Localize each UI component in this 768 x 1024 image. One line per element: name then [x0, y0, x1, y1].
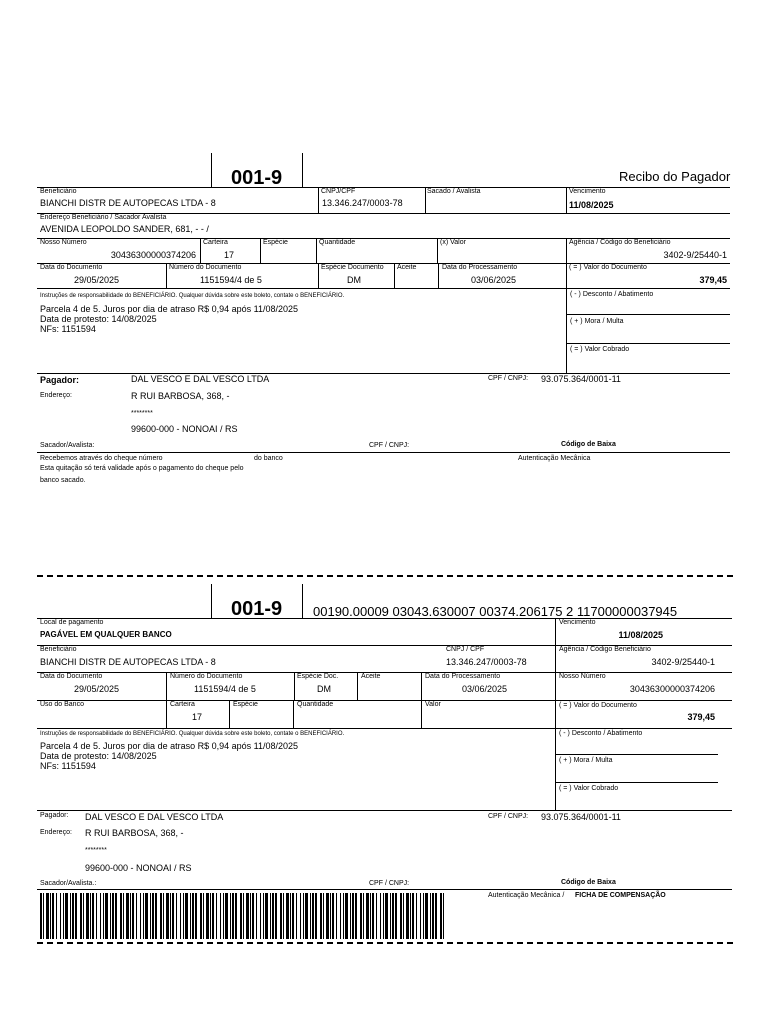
divider: [200, 238, 201, 263]
label: Carteira: [170, 701, 195, 708]
label: Local de pagamento: [40, 619, 104, 626]
label: Beneficiário: [40, 188, 77, 195]
label: ( = ) Valor do Documento: [569, 264, 647, 271]
divider: [229, 700, 230, 728]
divider: [37, 618, 732, 619]
label: banco sacado.: [40, 477, 86, 484]
divider: [566, 263, 567, 373]
divider: [166, 672, 167, 700]
label: Espécie Doc.: [297, 673, 339, 680]
label: Espécie: [263, 239, 288, 246]
divider: [211, 584, 212, 619]
label: Endereço:: [40, 829, 72, 836]
valor-documento-value: 379,45: [699, 275, 727, 285]
divider: [316, 238, 317, 263]
label: Aceite: [361, 673, 381, 680]
instrucoes-label: Instruções de responsabilidade do BENEFICIÁRIO. Qualquer dúvida sobre este boleto, contate o BENEFICIÁRIO.: [40, 293, 345, 299]
divider: [37, 452, 730, 453]
label: Vencimento: [569, 188, 606, 195]
label: Beneficiário: [40, 646, 77, 653]
cnpj-value: 13.346.247/0003-78: [322, 198, 403, 208]
divider: [260, 238, 261, 263]
label: CPF / CNPJ:: [488, 375, 529, 382]
pagador-cidade: 99600-000 - NONOAI / RS: [131, 424, 238, 434]
vencimento-value: 11/08/2025: [569, 200, 614, 210]
label: CNPJ / CPF: [446, 646, 485, 653]
label: Quantidade: [297, 701, 334, 708]
label: Número do Documento: [169, 264, 242, 271]
cut-line: [37, 575, 733, 577]
data-documento-value: 29/05/2025: [74, 275, 120, 285]
divider: [37, 889, 732, 890]
bank-code: 001-9: [231, 167, 283, 189]
label: CPF / CNPJ:: [488, 813, 529, 820]
label: Código de Baixa: [561, 441, 616, 448]
data-processamento-value: 03/06/2025: [462, 684, 508, 694]
pagador-asteriscos: ********: [85, 847, 107, 854]
label: ( + ) Mora / Multa: [559, 757, 613, 764]
especie-doc-value: DM: [317, 684, 331, 694]
bank-code: 001-9: [231, 598, 283, 620]
label: Sacado / Avalista: [427, 188, 481, 195]
local-pagamento-value: PAGÁVEL EM QUALQUER BANCO: [40, 630, 172, 639]
divider: [421, 700, 422, 728]
instrucao-line: Parcela 4 de 5. Juros por dia de atraso R$ 0,94 após 11/08/2025: [40, 741, 299, 751]
label: Data do Documento: [40, 264, 103, 271]
label: Aceite: [397, 264, 417, 271]
label: CPF / CNPJ:: [369, 880, 410, 887]
pagador-cidade: 99600-000 - NONOAI / RS: [85, 863, 192, 873]
divider: [211, 153, 212, 188]
barcode: [40, 893, 448, 939]
label: Uso do Banco: [40, 701, 84, 708]
divider: [37, 672, 732, 673]
label: Agência / Código do Beneficiário: [569, 239, 671, 246]
divider: [566, 314, 730, 315]
label: Esta quitação só terá validade após o pagamento do cheque pelo: [40, 465, 244, 472]
pagador-endereco: R RUI BARBOSA, 368, -: [85, 828, 184, 838]
pagador-label: Pagador:: [40, 375, 80, 385]
label: Agência / Código Beneficiário: [559, 646, 651, 653]
label: Pagador:: [40, 812, 69, 819]
cnpj-value: 13.346.247/0003-78: [446, 657, 527, 667]
divider: [555, 782, 718, 783]
carteira-value: 17: [192, 712, 203, 722]
label: ( = ) Valor Cobrado: [559, 785, 619, 792]
label: (x) Valor: [440, 239, 466, 246]
label: Sacador/Avalista.:: [40, 880, 97, 887]
divider: [302, 584, 303, 619]
label: Nosso Número: [40, 239, 87, 246]
instrucao-line: Data de protesto: 14/08/2025: [40, 314, 157, 324]
instrucoes-label: Instruções de responsabilidade do BENEFICIÁRIO. Qualquer dúvida sobre este boleto, contate o BENEFICIÁRIO.: [40, 731, 345, 737]
label: Sacador/Avalista:: [40, 442, 95, 449]
label: Autenticação Mecânica: [518, 455, 591, 462]
divider: [357, 672, 358, 700]
label: CPF / CNPJ:: [369, 442, 410, 449]
label: do banco: [254, 455, 283, 462]
label: Espécie Documento: [321, 264, 384, 271]
divider: [37, 288, 730, 289]
divider: [166, 700, 167, 728]
label: Carteira: [203, 239, 228, 246]
label: Recebemos através do cheque número: [40, 455, 163, 462]
pagador-cnpj: 93.075.364/0001-11: [541, 812, 621, 822]
numero-documento-value: 1151594/4 de 5: [194, 684, 256, 694]
data-documento-value: 29/05/2025: [74, 684, 120, 694]
label: Valor: [425, 701, 441, 708]
label: Data do Processamento: [425, 673, 501, 680]
label: Número do Documento: [170, 673, 243, 680]
label: Autenticação Mecânica /: [488, 892, 565, 899]
divider: [566, 187, 567, 213]
divider: [37, 700, 732, 701]
divider: [555, 754, 718, 755]
label: Código de Baixa: [561, 879, 616, 886]
linha-digitavel: 00190.00009 03043.630007 00374.206175 2 11700000037945: [313, 604, 678, 619]
label: Endereço:: [40, 392, 72, 399]
label: Quantidade: [319, 239, 356, 246]
divider: [566, 343, 730, 344]
agencia-value: 3402-9/25440-1: [663, 250, 727, 260]
beneficiario-value: BIANCHI DISTR DE AUTOPECAS LTDA - 8: [40, 657, 216, 667]
receipt-title: Recibo do Pagador: [619, 169, 731, 184]
divider: [294, 672, 295, 700]
endereco-value: AVENIDA LEOPOLDO SANDER, 681, - - /: [40, 224, 209, 234]
label: Data do Documento: [40, 673, 103, 680]
instrucao-line: NFs: 1151594: [40, 324, 96, 334]
pagador-asteriscos: ********: [131, 410, 153, 417]
divider: [425, 187, 426, 213]
divider: [394, 263, 395, 288]
pagador-nome: DAL VESCO E DAL VESCO LTDA: [85, 812, 224, 822]
instrucao-line: Parcela 4 de 5. Juros por dia de atraso R$ 0,94 após 11/08/2025: [40, 304, 299, 314]
carteira-value: 17: [224, 250, 235, 260]
label: ( + ) Mora / Multa: [570, 318, 624, 325]
divider: [166, 263, 167, 288]
divider: [37, 810, 732, 811]
cut-line: [37, 942, 733, 944]
numero-documento-value: 1151594/4 de 5: [200, 275, 262, 285]
label: ( = ) Valor do Documento: [559, 702, 637, 709]
agencia-value: 3402-9/25440-1: [651, 657, 715, 667]
label: Nosso Número: [559, 673, 606, 680]
data-processamento-value: 03/06/2025: [471, 275, 517, 285]
divider: [318, 263, 319, 288]
label: CNPJ/CPF: [321, 188, 356, 195]
divider: [302, 153, 303, 188]
label: Endereço Beneficiário / Sacador Avalista: [40, 214, 167, 221]
divider: [421, 672, 422, 700]
label: ( - ) Desconto / Abatimento: [559, 730, 643, 737]
divider: [37, 728, 732, 729]
divider: [37, 187, 730, 188]
divider: [318, 187, 319, 213]
label: Espécie: [233, 701, 258, 708]
divider: [438, 263, 439, 288]
label: Data do Processamento: [442, 264, 518, 271]
vencimento-value: 11/08/2025: [618, 630, 663, 640]
label: Vencimento: [559, 619, 596, 626]
divider: [566, 238, 567, 263]
label: FICHA DE COMPENSAÇÃO: [575, 892, 666, 899]
pagador-endereco: R RUI BARBOSA, 368, -: [131, 391, 230, 401]
pagador-nome: DAL VESCO E DAL VESCO LTDA: [131, 374, 270, 384]
nosso-numero-value: 30436300000374206: [110, 250, 196, 260]
instrucao-line: Data de protesto: 14/08/2025: [40, 751, 157, 761]
pagador-cnpj: 93.075.364/0001-11: [541, 374, 621, 384]
beneficiario-value: BIANCHI DISTR DE AUTOPECAS LTDA - 8: [40, 198, 216, 208]
valor-documento-value: 379,45: [687, 712, 715, 722]
label: ( = ) Valor Cobrado: [570, 346, 630, 353]
nosso-numero-value: 30436300000374206: [629, 684, 715, 694]
especie-documento-value: DM: [347, 275, 361, 285]
label: ( - ) Desconto / Abatimento: [570, 291, 654, 298]
instrucao-line: NFs: 1151594: [40, 761, 96, 771]
divider: [437, 238, 438, 263]
divider: [293, 700, 294, 728]
